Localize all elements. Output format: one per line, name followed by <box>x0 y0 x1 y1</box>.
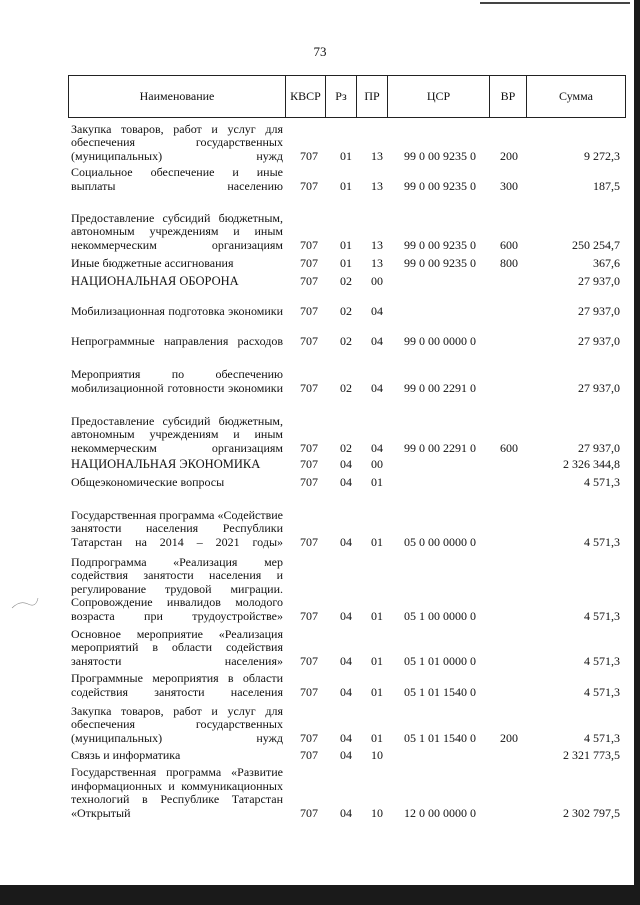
row-sum: 187,5 <box>593 178 620 193</box>
row-sum: 4 571,3 <box>584 653 620 668</box>
row-rz: 04 <box>340 474 352 489</box>
row-pr: 13 <box>371 255 383 270</box>
row-rz: 02 <box>340 380 352 395</box>
row-pr: 01 <box>371 684 383 699</box>
row-name: Мобилизационная подготовка экономики <box>71 303 283 318</box>
row-kvsr: 707 <box>300 684 318 699</box>
header-pr: ПР <box>357 76 388 117</box>
header-sum: Сумма <box>559 89 593 103</box>
row-rz: 01 <box>340 148 352 163</box>
header-kvsr: КВСР <box>286 76 326 117</box>
row-rz: 04 <box>340 456 352 471</box>
row-rz: 04 <box>340 730 352 745</box>
row-rz: 01 <box>340 237 352 252</box>
row-pr: 04 <box>371 333 383 348</box>
row-name: Государственная программа «Содействие занятости населения Республики Татарстан на 2014 – 2021 годы» <box>71 507 283 549</box>
row-sum: 27 937,0 <box>578 380 620 395</box>
row-rz: 04 <box>340 684 352 699</box>
row-kvsr: 707 <box>300 255 318 270</box>
row-csr: 05 1 01 1540 0 <box>404 684 476 699</box>
scan-edge-top <box>480 2 630 4</box>
row-rz: 02 <box>340 273 352 288</box>
row-csr: 99 0 00 9235 0 <box>404 255 476 270</box>
row-vr: 800 <box>500 255 518 270</box>
row-name: Предоставление субсидий бюджетным, автономным учреждениям и иным некоммерческим организациям <box>71 210 283 252</box>
row-kvsr: 707 <box>300 440 318 455</box>
row-sum: 27 937,0 <box>578 273 620 288</box>
row-pr: 01 <box>371 534 383 549</box>
row-sum: 2 326 344,8 <box>563 456 620 471</box>
row-sum: 4 571,3 <box>584 684 620 699</box>
row-kvsr: 707 <box>300 534 318 549</box>
row-sum: 4 571,3 <box>584 534 620 549</box>
row-pr: 13 <box>371 237 383 252</box>
row-name: НАЦИОНАЛЬНАЯ ЭКОНОМИКА <box>71 456 261 471</box>
row-kvsr: 707 <box>300 273 318 288</box>
row-csr: 12 0 00 0000 0 <box>404 805 476 820</box>
scan-artifact <box>10 596 40 610</box>
row-kvsr: 707 <box>300 303 318 318</box>
row-sum: 27 937,0 <box>578 333 620 348</box>
row-pr: 01 <box>371 608 383 623</box>
header-name: Наименование <box>69 76 286 117</box>
row-rz: 02 <box>340 303 352 318</box>
row-kvsr: 707 <box>300 474 318 489</box>
row-vr: 200 <box>500 730 518 745</box>
row-csr: 99 0 00 9235 0 <box>404 148 476 163</box>
row-csr: 99 0 00 0000 0 <box>404 333 476 348</box>
header-rz: Рз <box>326 76 357 117</box>
row-name: Общеэкономические вопросы <box>71 474 225 489</box>
row-kvsr: 707 <box>300 237 318 252</box>
row-name: Связь и информатика <box>71 747 181 762</box>
row-name: Закупка товаров, работ и услуг для обеспечения государственных (муниципальных) нужд <box>71 703 283 745</box>
row-name: Закупка товаров, работ и услуг для обеспечения государственных (муниципальных) нужд <box>71 121 283 163</box>
row-pr: 00 <box>371 273 383 288</box>
row-sum: 4 571,3 <box>584 474 620 489</box>
row-name: Подпрограмма «Реализация мер содействия занятости населения и регулирование трудовой миграции. Сопровождение инвалидов молодого возраста при трудоустройстве» <box>71 554 283 623</box>
row-pr: 00 <box>371 456 383 471</box>
row-rz: 04 <box>340 653 352 668</box>
row-name: Государственная программа «Развитие информационных и коммуникационных технологий в Республике Татарстан «Открытый <box>71 765 283 820</box>
row-rz: 04 <box>340 747 352 762</box>
scan-edge-right <box>634 0 640 905</box>
row-pr: 01 <box>371 474 383 489</box>
row-sum: 2 302 797,5 <box>563 805 620 820</box>
row-kvsr: 707 <box>300 148 318 163</box>
row-vr: 600 <box>500 237 518 252</box>
row-pr: 04 <box>371 440 383 455</box>
row-name: Иные бюджетные ассигнования <box>71 255 234 270</box>
row-csr: 99 0 00 9235 0 <box>404 178 476 193</box>
row-sum: 27 937,0 <box>578 303 620 318</box>
row-vr: 300 <box>500 178 518 193</box>
row-kvsr: 707 <box>300 747 318 762</box>
row-name: НАЦИОНАЛЬНАЯ ОБОРОНА <box>71 273 239 288</box>
row-kvsr: 707 <box>300 178 318 193</box>
row-pr: 04 <box>371 303 383 318</box>
row-csr: 05 1 01 0000 0 <box>404 653 476 668</box>
row-csr: 05 1 00 0000 0 <box>404 608 476 623</box>
row-rz: 04 <box>340 534 352 549</box>
row-vr: 600 <box>500 440 518 455</box>
row-kvsr: 707 <box>300 608 318 623</box>
row-pr: 01 <box>371 653 383 668</box>
scan-edge-bottom <box>0 885 640 905</box>
table-row <box>68 700 626 820</box>
row-name: Социальное обеспечение и иные выплаты населению <box>71 165 283 193</box>
row-name: Основное мероприятие «Реализация мероприятий в области содействия занятости населения» <box>71 626 283 668</box>
row-pr: 10 <box>371 805 383 820</box>
row-rz: 02 <box>340 333 352 348</box>
header-csr: ЦСР <box>388 76 490 117</box>
row-rz: 01 <box>340 255 352 270</box>
row-csr: 99 0 00 9235 0 <box>404 237 476 252</box>
row-pr: 01 <box>371 730 383 745</box>
row-sum: 4 571,3 <box>584 608 620 623</box>
row-pr: 04 <box>371 380 383 395</box>
row-csr: 05 0 00 0000 0 <box>404 534 476 549</box>
row-csr: 99 0 00 2291 0 <box>404 380 476 395</box>
row-pr: 13 <box>371 148 383 163</box>
row-csr: 99 0 00 2291 0 <box>404 440 476 455</box>
row-sum: 4 571,3 <box>584 730 620 745</box>
row-rz: 01 <box>340 178 352 193</box>
row-sum: 367,6 <box>593 255 620 270</box>
row-pr: 13 <box>371 178 383 193</box>
row-kvsr: 707 <box>300 380 318 395</box>
row-name: Предоставление субсидий бюджетным, автономным учреждениям и иным некоммерческим организациям <box>71 413 283 455</box>
row-kvsr: 707 <box>300 805 318 820</box>
row-name: Непрограммные направления расходов <box>71 333 283 348</box>
row-sum: 2 321 773,5 <box>563 747 620 762</box>
row-kvsr: 707 <box>300 333 318 348</box>
row-rz: 04 <box>340 608 352 623</box>
row-sum: 9 272,3 <box>584 148 620 163</box>
row-rz: 02 <box>340 440 352 455</box>
row-kvsr: 707 <box>300 653 318 668</box>
row-csr: 05 1 01 1540 0 <box>404 730 476 745</box>
row-name: Программные мероприятия в области содействия занятости населения <box>71 671 283 699</box>
row-rz: 04 <box>340 805 352 820</box>
row-pr: 10 <box>371 747 383 762</box>
row-kvsr: 707 <box>300 456 318 471</box>
header-vr: ВР <box>490 76 527 117</box>
row-kvsr: 707 <box>300 730 318 745</box>
page-number: 73 <box>313 44 327 59</box>
row-sum: 250 254,7 <box>572 237 620 252</box>
row-vr: 200 <box>500 148 518 163</box>
row-sum: 27 937,0 <box>578 440 620 455</box>
row-name: Мероприятия по обеспечению мобилизационной готовности экономики <box>71 367 283 395</box>
